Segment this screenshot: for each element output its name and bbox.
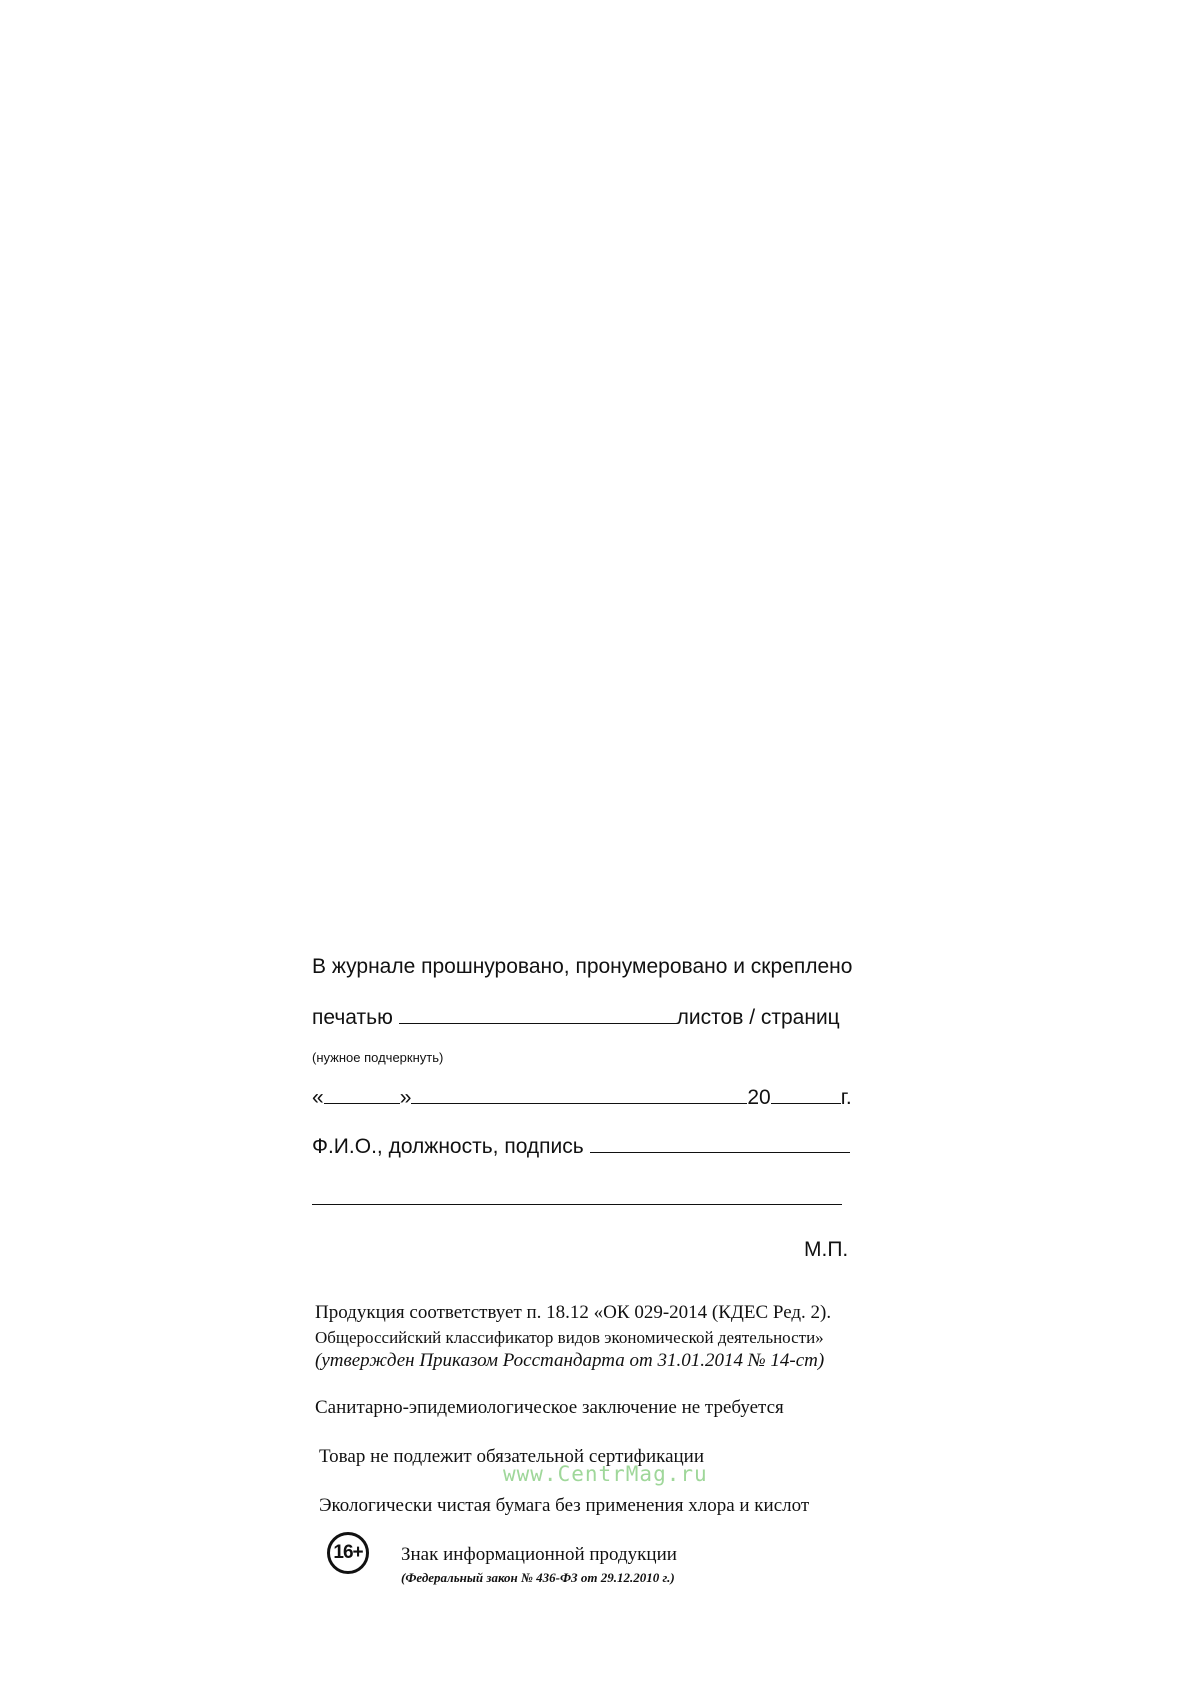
signature-blank[interactable] [590, 1151, 850, 1153]
compliance-line1: Продукция соответствует п. 18.12 «ОК 029-2014 (КДЕС Ред. 2). [315, 1302, 832, 1323]
underline-note: (нужное подчеркнуть) [312, 1050, 444, 1065]
age-rating-badge-icon: 16+ [327, 1532, 369, 1574]
sheet-count-suffix: листов / страниц [676, 1006, 840, 1029]
binding-statement-line1: В журнале прошнуровано, пронумеровано и скреплено [312, 955, 853, 978]
date-month-blank[interactable] [411, 1102, 747, 1104]
signature-row [312, 1135, 850, 1159]
watermark: www.CentrMag.ru [503, 1462, 708, 1486]
date-day-blank[interactable] [324, 1102, 400, 1104]
certification-note: Товар не подлежит обязательной сертификации [319, 1446, 705, 1467]
age-rating-label: Знак информационной продукции [401, 1544, 677, 1565]
compliance-line3: (утвержден Приказом Росстандарта от 31.01.2014 № 14-ст) [315, 1350, 825, 1371]
date-year-suffix: г. [840, 1086, 852, 1109]
age-rating-law: (Федеральный закон № 436-ФЗ от 29.12.2010 г.) [401, 1570, 675, 1585]
date-year-prefix: 20 [747, 1086, 771, 1109]
sheet-count-row [312, 1006, 840, 1030]
sheet-count-prefix: печатью [312, 1006, 393, 1029]
date-row [312, 1086, 852, 1110]
signature-label: Ф.И.О., должность, подпись [312, 1135, 584, 1158]
extra-signature-line[interactable] [312, 1204, 842, 1205]
sanitary-note: Санитарно-эпидемиологическое заключение не требуется [315, 1397, 784, 1418]
stamp-label: М.П. [804, 1238, 849, 1261]
date-close-quote: » [399, 1086, 412, 1109]
date-year-blank[interactable] [771, 1102, 841, 1104]
eco-note: Экологически чистая бумага без применения хлора и кислот [319, 1495, 810, 1516]
date-open-quote: « [312, 1086, 324, 1109]
sheet-count-blank[interactable] [399, 1022, 677, 1024]
compliance-line2: Общероссийский классификатор видов экономической деятельности» [315, 1328, 824, 1347]
